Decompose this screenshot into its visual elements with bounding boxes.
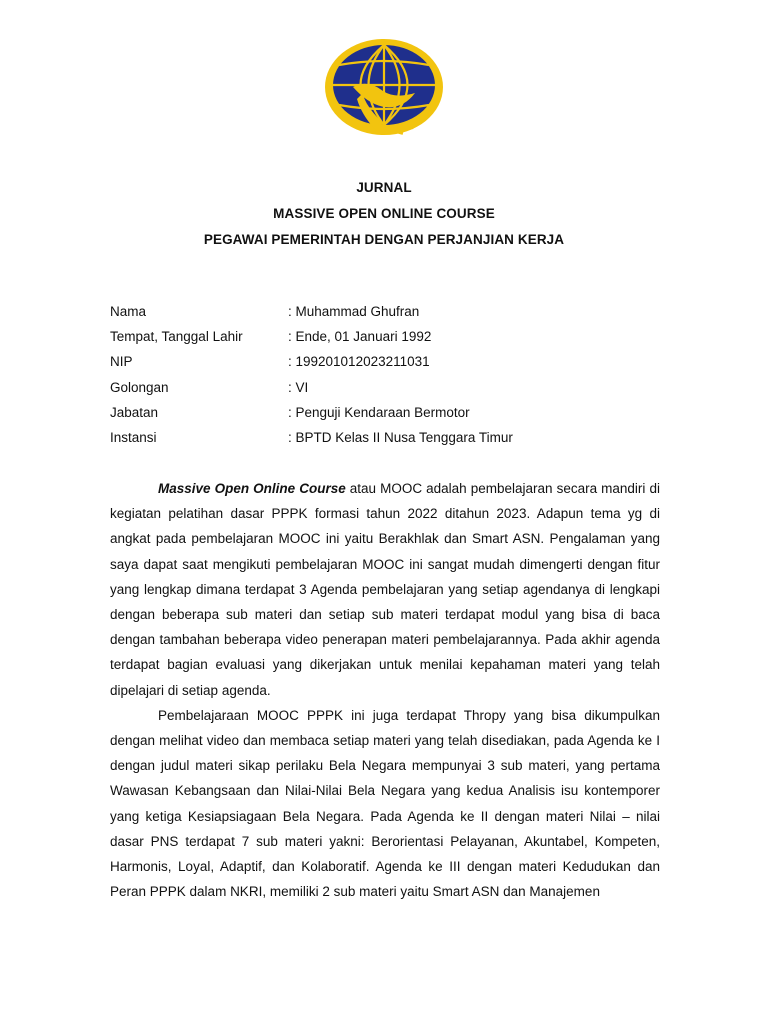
identity-value: : Penguji Kendaraan Bermotor — [288, 404, 470, 420]
identity-value: : VI — [288, 379, 309, 395]
identity-label: NIP — [110, 354, 133, 370]
identity-row-golongan — [110, 378, 513, 403]
identity-label: Nama — [110, 304, 147, 319]
paragraph-1-text: atau MOOC adalah pembelajaran secara mandiri di kegiatan pelatihan dasar PPPK formasi tahun 2022 ditahun 2023. Adapun tema yg di angkat pada pembelajaran MOOC ini yaitu Berakhlak dan Smart ASN. Pengalaman yang saya dapat saat mengikuti pembelajaran MOOC ini sangat mudah dimengerti dengan fitur yang lengkap dimana terdapat 3 Agenda pembelajaran yang setiap agendanya di lengkapi dengan beberapa sub materi dan setiap sub materi terdapat modul yang bisa di baca dengan tambahan beberapa video penerapan materi pembelajarannya. Pada akhir agenda terdapat bagian evaluasi yang dikerjakan untuk menilai kepahaman materi yang telah dipelajari di setiap agenda. — [110, 481, 660, 698]
journal-body — [110, 476, 660, 904]
title-jurnal: JURNAL — [356, 180, 412, 195]
paragraph-2: Pembelajaraan MOOC PPPK ini juga terdapat Thropy yang bisa dikumpulkan dengan melihat video dan membaca setiap materi yang telah disediakan, pada Agenda ke I dengan judul materi sikap perilaku Bela Negara mempunyai 3 sub materi, yang pertama Wawasan Kebangsaan dan Nilai-Nilai Bela Negara yang kedua Analisis isu kontemporer yang ketiga Kesiapsiagaan Bela Negara. Pada Agenda ke II dengan materi Nilai – nilai dasar PNS terdapat 7 sub materi yakni: Berorientasi Pelayanan, Akuntabel, Kompeten, Harmonis, Loyal, Adaptif, dan Kolaboratif. Agenda ke III dengan materi Kedudukan dan Peran PPPK dalam NKRI, memiliki 2 sub materi yaitu Smart ASN dan Manajemen — [110, 707, 660, 900]
identity-value: : Muhammad Ghufran — [288, 304, 420, 319]
mooc-term: Massive Open Online Course — [158, 481, 346, 496]
identity-row-instansi — [110, 428, 513, 453]
identity-row-nama — [110, 302, 513, 327]
identity-value: : Ende, 01 Januari 1992 — [288, 329, 432, 345]
identity-label: Golongan — [110, 379, 169, 395]
identity-label: Instansi — [110, 429, 157, 445]
paragraph-1 — [110, 476, 660, 703]
title-pppk: PEGAWAI PEMERINTAH DENGAN PERJANJIAN KERJA — [203, 232, 565, 247]
title-mooc: MASSIVE OPEN ONLINE COURSE — [273, 206, 495, 221]
identity-value: : 199201012023211031 — [288, 354, 430, 370]
document-title-block — [0, 175, 768, 253]
identity-label: Jabatan — [110, 404, 159, 420]
identity-value: : BPTD Kelas II Nusa Tenggara Timur — [288, 429, 513, 445]
identity-table — [110, 302, 513, 453]
identity-row-ttl — [110, 327, 513, 352]
identity-label: Tempat, Tanggal Lahir — [110, 329, 243, 345]
identity-row-nip — [110, 352, 513, 377]
identity-row-jabatan — [110, 403, 513, 428]
kemenhub-emblem-icon — [323, 35, 445, 145]
